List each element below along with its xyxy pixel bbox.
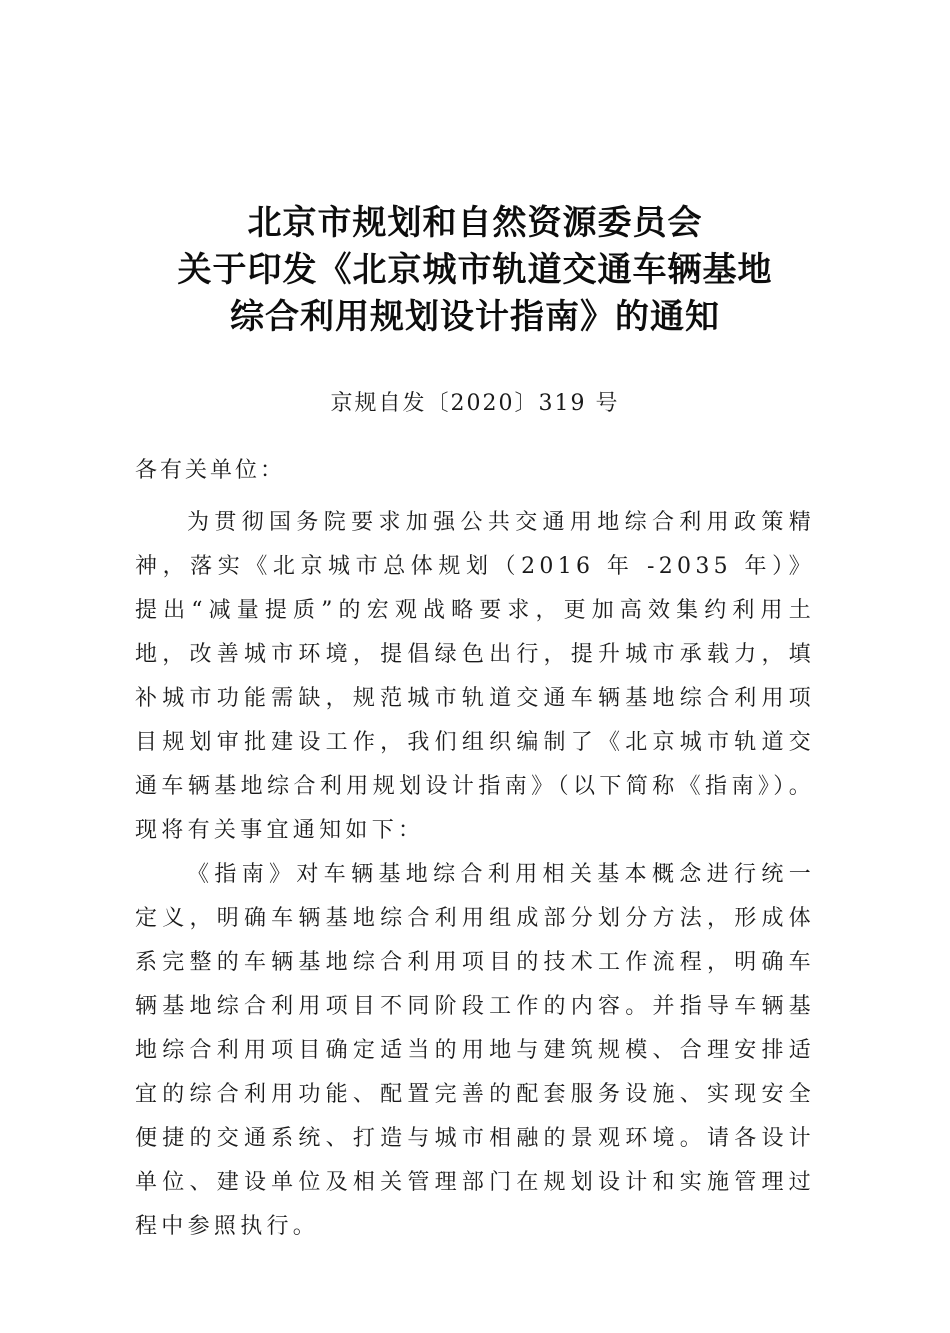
title-line-1: 北京市规划和自然资源委员会: [247, 203, 703, 243]
title-line-2: 关于印发《北京城市轨道交通车辆基地: [177, 250, 773, 290]
paragraph-2: 《指南》对车辆基地综合利用相关基本概念进行统一定义，明确车辆基地综合利用组成部分划分方法，形成体系完整的车辆基地综合利用项目的技术工作流程，明确车辆基地综合利用项目不同阶段工作的内容。并指导车辆基地综合利用项目确定适当的用地与建筑规模、合理安排适宜的综合利用功能、配置完善的配套服务设施、实现安全便捷的交通系统、打造与城市相融的景观环境。请各设计单位、建设单位及相关管理部门在规划设计和实施管理过程中参照执行。: [135, 862, 815, 1239]
paragraph-1: 为贯彻国务院要求加强公共交通用地综合利用政策精神，落实《北京城市总体规划（2016 年 -2035 年）》提出“减量提质”的宏观战略要求，更加高效集约利用土地，改善城市环境，提倡绿色出行，提升城市承载力，填补城市功能需缺，规范城市轨道交通车辆基地综合利用项目规划审批建设工作，我们组织编制了《北京城市轨道交通车辆基地综合利用规划设计指南》（以下简称《指南》）。现将有关事宜通知如下：: [135, 510, 815, 843]
document-number: 京规自发〔2020〕319 号: [330, 391, 620, 416]
salutation: 各有关单位：: [135, 458, 286, 483]
title-line-3: 综合利用规划设计指南》的通知: [230, 297, 720, 337]
document-body: [135, 501, 815, 1249]
document-title: [0, 200, 950, 341]
